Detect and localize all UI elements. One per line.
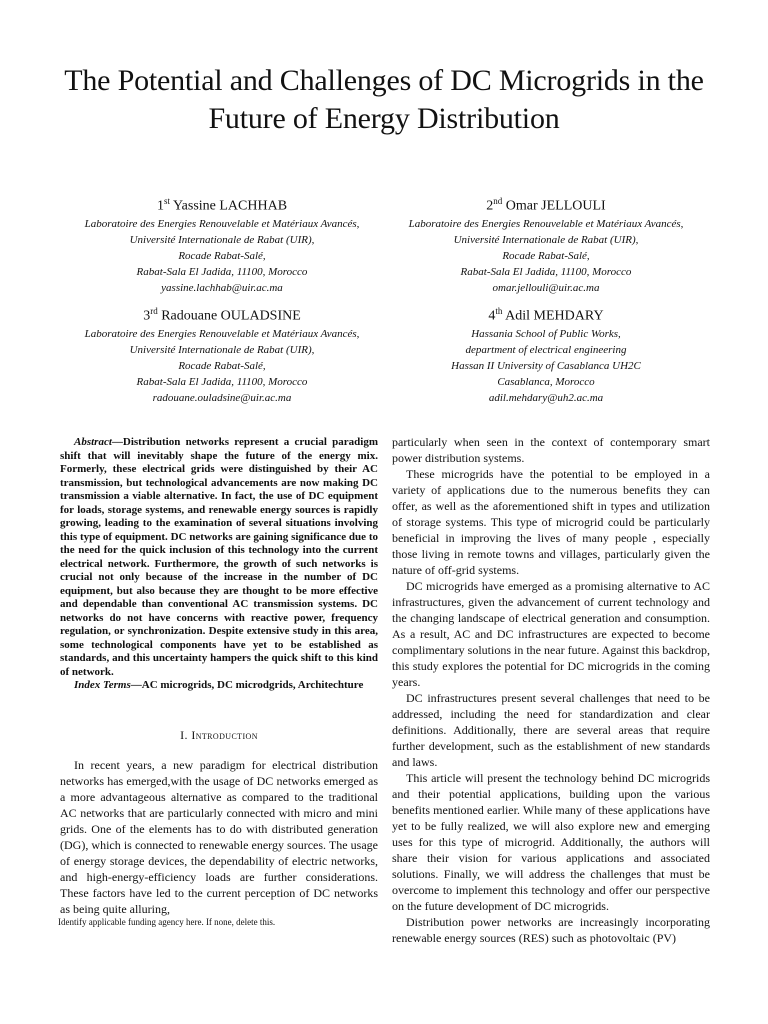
author-block-1 <box>52 192 392 296</box>
author-affiliation-line: Université Internationale de Rabat (UIR), <box>453 233 639 246</box>
author-affiliation-line: Rocade Rabat-Salé, <box>178 359 266 372</box>
footnote: Identify applicable funding agency here. If none, delete this. <box>58 917 276 927</box>
body-paragraph-continued: particularly when seen in the context of contemporary smart power distribution systems. <box>392 435 710 465</box>
author-affiliation-line: Laboratoire des Energies Renouvelable et Matériaux Avancés, <box>84 217 360 230</box>
author-affiliation-line: Casablanca, Morocco <box>497 375 595 388</box>
author-block-3 <box>52 302 392 406</box>
index-terms-label: Index Terms <box>74 679 131 691</box>
author-affiliation-line: Rocade Rabat-Salé, <box>502 249 590 262</box>
author-affiliation-line: Laboratoire des Energies Renouvelable et Matériaux Avancés, <box>84 327 360 340</box>
abstract-text: —Distribution networks represent a crucial paradigm shift that will inevitably shape the future of the energy mix. Formerly, these electrical grids were distinguished by their AC transmission, but technological advancements are now making DC transmission a viable alternative. In fact, the use of DC equipment for loads, storage systems, and renewable energy sources is rapidly growing, leading to the examination of several situations involving this type of equipment. DC networks are gaining significance due to the need for the quick inclusion of this technology into the current electrical network. Furthermore, the growth of such networks is crucial not only because of the increase in the number of DC equipment, but also because they are thought to be more effective and dependable than conventional AC transmission systems. DC networks do not have concerns with reactive power, frequency regulation, or synchronization. Despite extensive study in this area, some technological components have yet to be established as standards, and this uncertainty hampers the quick shift to this kind of network. <box>60 436 378 678</box>
abstract <box>60 436 378 693</box>
author-affiliation-line: Rabat-Sala El Jadida, 11100, Morocco <box>136 265 308 278</box>
author-email: yassine.lachhab@uir.ac.ma <box>161 281 283 294</box>
author-affiliation-line: Université Internationale de Rabat (UIR), <box>129 343 315 356</box>
author-affiliation-line: department of electrical engineering <box>465 343 627 356</box>
author-name: 4th Adil MEHDARY <box>488 306 604 324</box>
right-column <box>392 434 710 946</box>
index-terms-text: —AC microgrids, DC microdgrids, Architechture <box>130 679 364 691</box>
left-column <box>60 436 378 917</box>
section-heading: I. Introduction <box>180 727 258 742</box>
body-paragraph: In recent years, a new paradigm for electrical distribution networks has emerged,with the usage of DC networks emerged as a more advantageous alternative as compared to the traditional AC networks that are particularly connected with micro and mini grids. One of the elements has to do with distributed generation (DG), which is connected to renewable energy sources. The usage of energy storage devices, the dependability of electric networks, and high-energy-efficiency loads are further considerations. These factors have led to the current perception of DC networks as being quite alluring, <box>60 757 378 916</box>
body-paragraph: DC microgrids have emerged as a promising alternative to AC infrastructures, given the advancement of current technology and the changing landscape of electrical generation and consumption. As a result, AC and DC infrastructures are expected to become complimentary solutions in the near future. Against this backdrop, this study explores the potential for DC microgrids in the coming years. <box>392 579 710 689</box>
author-email: omar.jellouli@uir.ac.ma <box>492 281 600 294</box>
author-email: radouane.ouladsine@uir.ac.ma <box>152 391 292 404</box>
author-affiliation-line: Laboratoire des Energies Renouvelable et Matériaux Avancés, <box>408 217 684 230</box>
author-affiliation-line: Rabat-Sala El Jadida, 11100, Morocco <box>460 265 632 278</box>
author-name: 2nd Omar JELLOULI <box>486 196 606 214</box>
author-affiliation-line: Université Internationale de Rabat (UIR), <box>129 233 315 246</box>
body-paragraph: Distribution power networks are increasingly incorporating renewable energy sources (RES) such as photovoltaic (PV) <box>392 915 710 945</box>
abstract-label: Abstract <box>74 436 112 448</box>
author-block-4 <box>376 302 716 406</box>
body-paragraph: DC infrastructures present several challenges that need to be addressed, including the need for standardization and clear definitions. Additionally, there are several areas that require further development, such as the establishment of new standards and laws. <box>392 691 710 769</box>
body-paragraph: This article will present the technology behind DC microgrids and their potential applications, building upon the various benefits mentioned earlier. While many of these applications have yet to be fully realized, we will also explore new and emerging uses for this type of microgrid. Additionally, the authors will share their vision for various applications and associated solutions. Finally, we will address the challenges that must be overcome to implement this technology and offer our perspective on the future development of DC microgrids. <box>392 771 710 913</box>
author-affiliation-line: Hassania School of Public Works, <box>471 327 621 340</box>
body-paragraph: These microgrids have the potential to be employed in a variety of applications due to the numerous benefits they can offer, as well as the aforementioned shift in types and utilization of storage systems. This type of microgrid could be particularly beneficial in improving the lives of many people , especially those living in remote towns and villages, particularly given the nature of off-grid systems. <box>392 467 710 577</box>
author-email: adil.mehdary@uh2.ac.ma <box>488 391 604 404</box>
author-name: 3rd Radouane OULADSINE <box>143 306 301 324</box>
author-block-2 <box>376 192 716 296</box>
author-affiliation-line: Hassan II University of Casablanca UH2C <box>451 359 641 372</box>
author-affiliation-line: Rocade Rabat-Salé, <box>178 249 266 262</box>
author-name: 1st Yassine LACHHAB <box>156 196 288 214</box>
paper-title: The Potential and Challenges of DC Microgrids in the Future of Energy Distribution <box>64 64 704 135</box>
author-affiliation-line: Rabat-Sala El Jadida, 11100, Morocco <box>136 375 308 388</box>
